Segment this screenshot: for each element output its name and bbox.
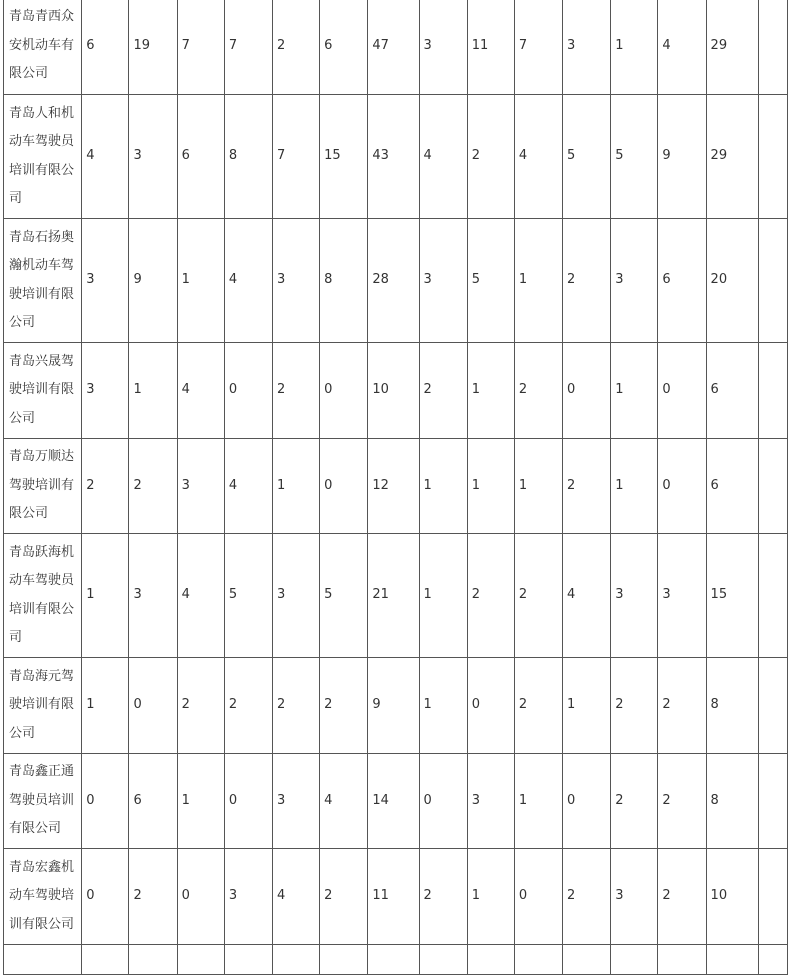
table-cell: 29	[706, 95, 758, 219]
table-row	[4, 439, 788, 534]
company-name-cell	[4, 0, 82, 95]
company-name-cell	[4, 534, 82, 658]
table-cell: 6	[320, 0, 368, 95]
table-cell	[758, 658, 787, 754]
table-cell: 6	[177, 95, 224, 219]
company-name: 青岛兴晟驾驶培训有限公司	[9, 353, 75, 426]
company-name-cell	[4, 754, 82, 849]
company-name-cell	[4, 945, 82, 975]
table-cell: 8	[706, 754, 758, 849]
table-cell: 2	[272, 658, 319, 754]
table-cell	[514, 945, 562, 975]
table-cell: 3	[129, 534, 177, 658]
table-cell: 1	[177, 754, 224, 849]
table-cell: 0	[82, 849, 129, 945]
table-cell	[758, 95, 787, 219]
company-name: 青岛宏鑫机动车驾驶培训有限公司	[9, 859, 75, 932]
table-cell: 2	[658, 849, 706, 945]
table-row	[4, 219, 788, 343]
table-row	[4, 0, 788, 95]
table-cell	[758, 849, 787, 945]
table-cell: 2	[467, 95, 514, 219]
table-cell: 1	[611, 0, 658, 95]
table-cell: 1	[129, 343, 177, 439]
table-cell: 3	[419, 219, 467, 343]
table-cell	[467, 945, 514, 975]
table-cell	[758, 945, 787, 975]
table-cell: 1	[272, 439, 319, 534]
table-cell: 2	[224, 658, 272, 754]
table-cell: 4	[272, 849, 319, 945]
company-name-cell	[4, 658, 82, 754]
table-cell: 0	[129, 658, 177, 754]
table-cell: 8	[224, 95, 272, 219]
table-cell: 0	[224, 754, 272, 849]
table-cell: 2	[514, 343, 562, 439]
table-cell: 0	[563, 343, 611, 439]
table-cell: 2	[563, 849, 611, 945]
table-cell: 43	[368, 95, 419, 219]
table-cell: 8	[706, 658, 758, 754]
table-cell: 7	[272, 95, 319, 219]
table-cell: 0	[224, 343, 272, 439]
table-cell	[177, 945, 224, 975]
table-cell: 3	[611, 219, 658, 343]
table-cell: 5	[224, 534, 272, 658]
company-name: 青岛跃海机动车驾驶员培训有限公司	[9, 544, 75, 645]
table-cell: 2	[320, 849, 368, 945]
table-cell: 2	[320, 658, 368, 754]
table-cell: 1	[467, 849, 514, 945]
company-name-cell	[4, 849, 82, 945]
table-cell: 4	[658, 0, 706, 95]
table-cell: 5	[563, 95, 611, 219]
table-cell: 2	[177, 658, 224, 754]
table-cell: 1	[419, 658, 467, 754]
company-name-cell	[4, 439, 82, 534]
table-cell: 10	[706, 849, 758, 945]
data-table	[3, 0, 788, 975]
table-cell	[758, 534, 787, 658]
company-name: 青岛万顺达驾驶培训有限公司	[9, 449, 75, 522]
table-cell: 1	[563, 658, 611, 754]
table-cell: 5	[467, 219, 514, 343]
table-cell	[706, 945, 758, 975]
table-cell: 0	[177, 849, 224, 945]
table-cell: 3	[129, 95, 177, 219]
table-cell: 3	[272, 534, 319, 658]
table-cell: 21	[368, 534, 419, 658]
table-cell: 47	[368, 0, 419, 95]
table-cell: 8	[320, 219, 368, 343]
table-cell: 3	[611, 849, 658, 945]
table-cell	[368, 945, 419, 975]
table-cell	[82, 945, 129, 975]
table-cell: 10	[368, 343, 419, 439]
table-cell: 28	[368, 219, 419, 343]
table-cell: 2	[82, 439, 129, 534]
table-cell: 1	[177, 219, 224, 343]
table-cell	[320, 945, 368, 975]
table-cell	[611, 945, 658, 975]
company-name: 青岛人和机动车驾驶员培训有限公司	[9, 105, 75, 206]
table-cell: 6	[706, 439, 758, 534]
table-row	[4, 849, 788, 945]
table-cell: 4	[224, 439, 272, 534]
company-name: 青岛海元驾驶培训有限公司	[9, 668, 75, 741]
table-cell: 1	[514, 439, 562, 534]
table-row	[4, 343, 788, 439]
table-cell: 3	[658, 534, 706, 658]
table-cell: 1	[419, 534, 467, 658]
table-cell	[129, 945, 177, 975]
table-cell: 2	[467, 534, 514, 658]
table-cell: 3	[272, 219, 319, 343]
table-cell: 2	[611, 658, 658, 754]
table-cell: 1	[467, 439, 514, 534]
table-cell: 4	[177, 534, 224, 658]
table-cell: 5	[320, 534, 368, 658]
table-cell: 19	[129, 0, 177, 95]
table-cell: 4	[419, 95, 467, 219]
table-cell: 3	[611, 534, 658, 658]
table-cell: 3	[467, 754, 514, 849]
table-cell: 3	[224, 849, 272, 945]
table-cell: 2	[419, 849, 467, 945]
table-cell: 1	[611, 343, 658, 439]
table-cell: 29	[706, 0, 758, 95]
table-cell: 0	[563, 754, 611, 849]
table-cell: 4	[320, 754, 368, 849]
table-cell: 15	[320, 95, 368, 219]
table-cell: 1	[514, 754, 562, 849]
table-cell	[758, 0, 787, 95]
table-cell: 11	[467, 0, 514, 95]
table-cell	[758, 343, 787, 439]
table-cell: 0	[320, 343, 368, 439]
table-cell: 4	[563, 534, 611, 658]
table-cell: 20	[706, 219, 758, 343]
table-cell: 0	[320, 439, 368, 534]
table-cell: 15	[706, 534, 758, 658]
table-cell: 4	[514, 95, 562, 219]
table-cell	[563, 945, 611, 975]
table-cell: 9	[658, 95, 706, 219]
table-cell: 1	[82, 658, 129, 754]
table-cell: 2	[129, 849, 177, 945]
table-cell: 2	[658, 754, 706, 849]
table-cell: 4	[177, 343, 224, 439]
table-cell	[758, 219, 787, 343]
table-cell: 11	[368, 849, 419, 945]
table-cell: 3	[272, 754, 319, 849]
table-cell: 3	[563, 0, 611, 95]
table-cell: 0	[658, 439, 706, 534]
table-cell	[658, 945, 706, 975]
table-cell: 3	[177, 439, 224, 534]
table-cell: 1	[611, 439, 658, 534]
table-cell	[758, 439, 787, 534]
table-cell: 1	[514, 219, 562, 343]
table-cell: 1	[82, 534, 129, 658]
table-cell: 12	[368, 439, 419, 534]
table-row	[4, 95, 788, 219]
table-cell	[272, 945, 319, 975]
table-cell: 7	[224, 0, 272, 95]
table-cell: 2	[563, 219, 611, 343]
table-cell: 7	[177, 0, 224, 95]
table-cell: 4	[82, 95, 129, 219]
company-name: 青岛石扬奥瀚机动车驾驶培训有限公司	[9, 229, 75, 330]
table-cell: 9	[129, 219, 177, 343]
table-cell: 2	[514, 534, 562, 658]
table-cell: 2	[419, 343, 467, 439]
table-cell: 2	[563, 439, 611, 534]
table-cell: 0	[82, 754, 129, 849]
company-name: 青岛青西众安机动车有限公司	[9, 9, 75, 82]
table-cell: 0	[467, 658, 514, 754]
table-cell: 9	[368, 658, 419, 754]
table-cell: 3	[82, 219, 129, 343]
table-cell	[758, 754, 787, 849]
table-row	[4, 658, 788, 754]
table-cell: 2	[129, 439, 177, 534]
table-cell: 3	[82, 343, 129, 439]
table-cell: 6	[82, 0, 129, 95]
table-cell: 7	[514, 0, 562, 95]
company-name: 青岛鑫正通驾驶员培训有限公司	[9, 764, 75, 837]
table-cell: 6	[706, 343, 758, 439]
table-cell: 6	[129, 754, 177, 849]
table-cell: 5	[611, 95, 658, 219]
company-name-cell	[4, 343, 82, 439]
table-cell: 3	[419, 0, 467, 95]
table-cell: 2	[658, 658, 706, 754]
table-cell: 1	[467, 343, 514, 439]
table-cell: 0	[419, 754, 467, 849]
table-cell: 2	[611, 754, 658, 849]
table-row	[4, 534, 788, 658]
table-cell: 2	[272, 0, 319, 95]
table-cell: 2	[514, 658, 562, 754]
table-cell: 4	[224, 219, 272, 343]
table-cell	[419, 945, 467, 975]
table-cell: 0	[658, 343, 706, 439]
table-cell: 2	[272, 343, 319, 439]
table-cell: 1	[419, 439, 467, 534]
table-cell: 0	[514, 849, 562, 945]
table-cell	[224, 945, 272, 975]
company-name-cell	[4, 95, 82, 219]
company-name-cell	[4, 219, 82, 343]
table-row	[4, 945, 788, 975]
table-row	[4, 754, 788, 849]
table-cell: 14	[368, 754, 419, 849]
table-cell: 6	[658, 219, 706, 343]
